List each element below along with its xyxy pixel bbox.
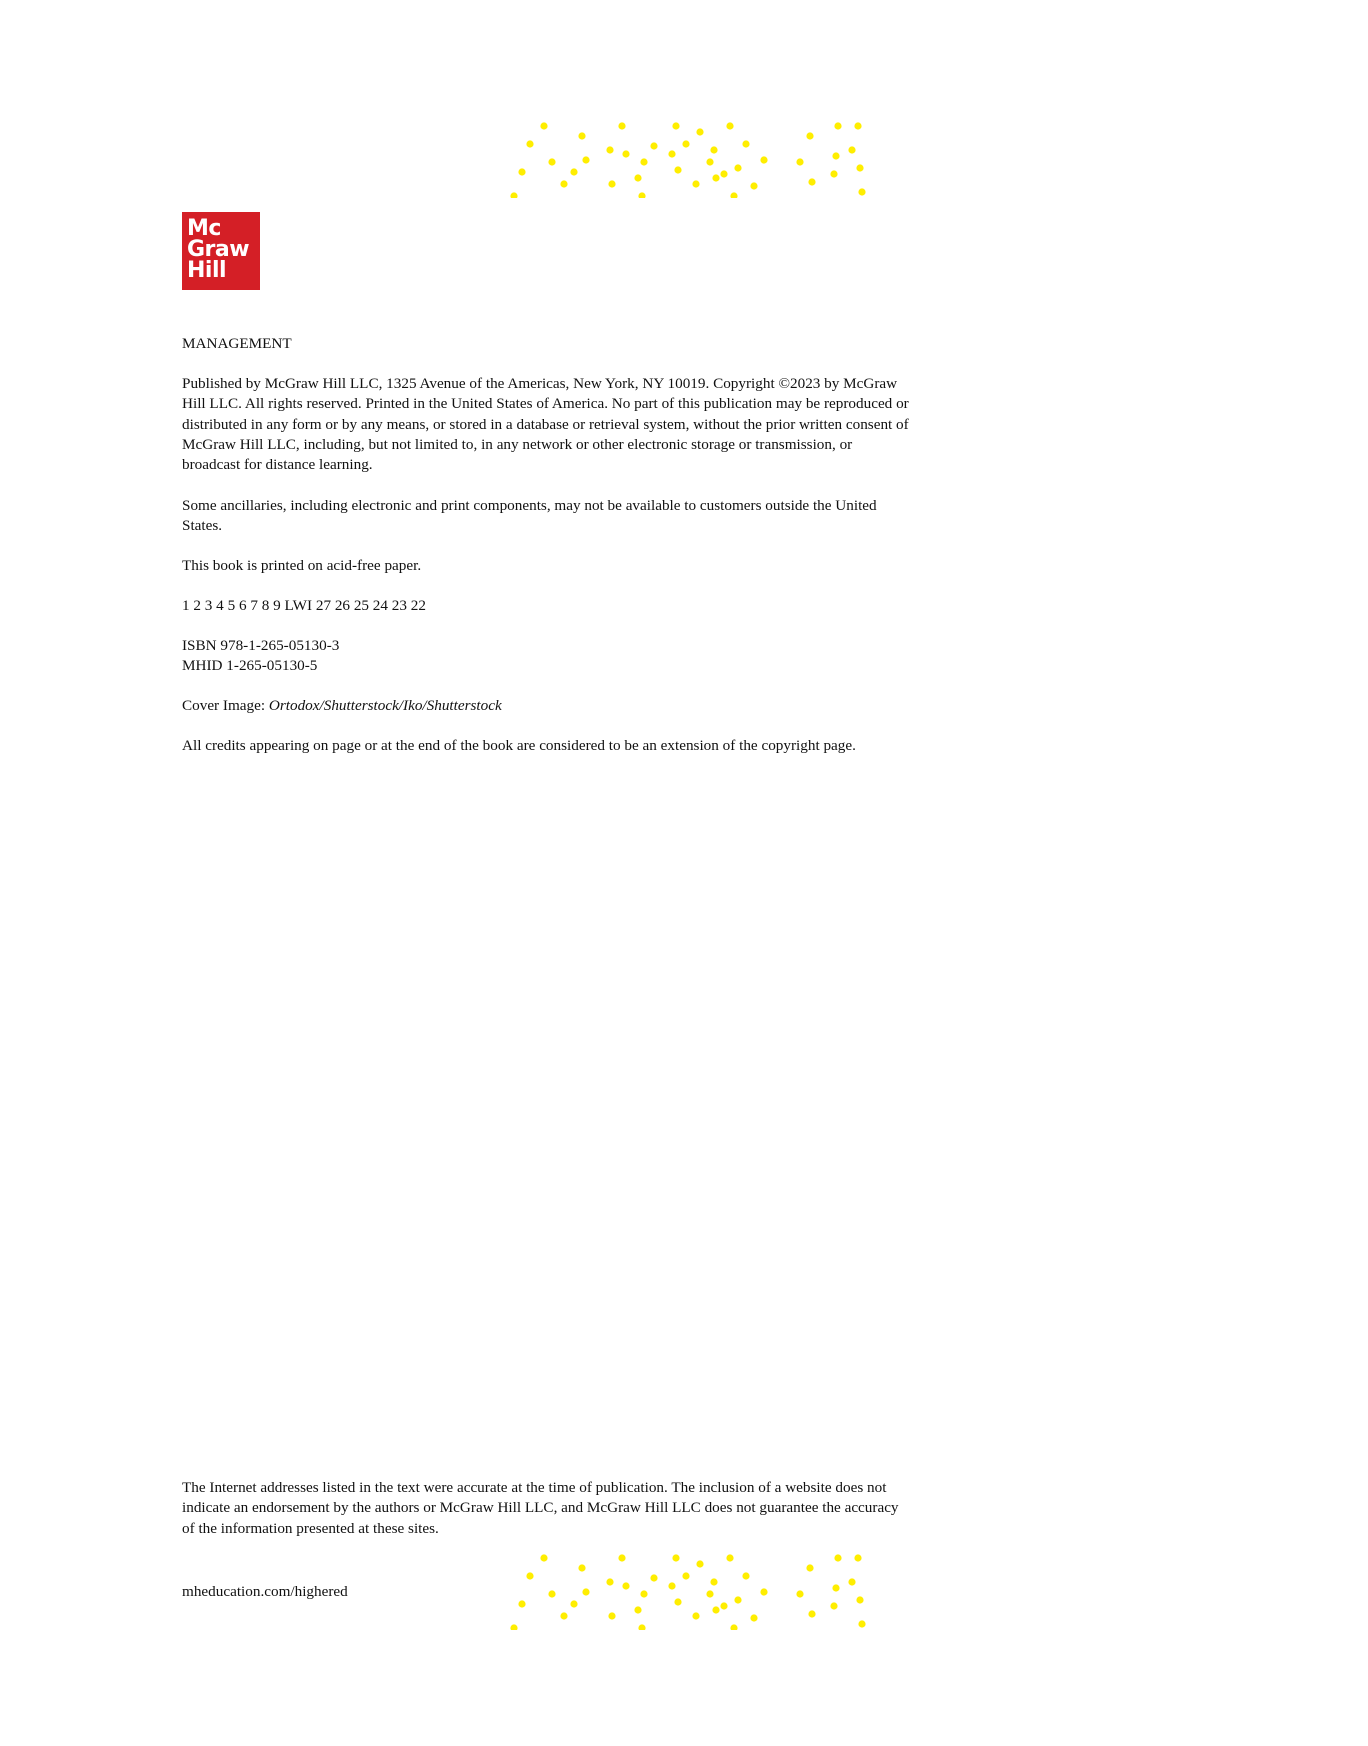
decorative-dot — [808, 1610, 815, 1617]
decorative-dot — [706, 1590, 713, 1597]
decorative-dot — [848, 146, 855, 153]
decorative-dot — [650, 1574, 657, 1581]
decorative-dot — [720, 1602, 727, 1609]
decorative-dot — [526, 1572, 533, 1579]
decorative-dot — [518, 168, 525, 175]
decorative-dot — [606, 146, 613, 153]
decorative-dot — [808, 178, 815, 185]
decorative-dot — [696, 1560, 703, 1567]
decorative-dot — [856, 1596, 863, 1603]
decorative-dot — [730, 192, 737, 198]
mhid: MHID 1-265-05130-5 — [182, 657, 318, 675]
decorative-dot — [650, 142, 657, 149]
decorative-dot — [634, 1606, 641, 1613]
decorative-dot — [578, 1564, 585, 1571]
decorative-dot — [720, 170, 727, 177]
cover-label: Cover Image: — [182, 697, 269, 714]
decorative-dot — [582, 1588, 589, 1595]
publisher-statement: Published by McGraw Hill LLC, 1325 Avenue of the Americas, New York, NY 10019. Copyright ©2023 by McGraw Hill LLC. All rights reserved. Printed in the United States of America. No part of this publication may be reproduced or distributed in any form or by any means, or stored in a database or retrieval system, without the prior written consent of McGraw Hill LLC, including, but not limited to, in any network or other electronic storage or transmission, or broadcast for distance learning. — [182, 375, 909, 474]
decorative-dot — [830, 1602, 837, 1609]
decorative-dot — [618, 122, 625, 129]
decorative-dot — [806, 1564, 813, 1571]
decorative-dot — [710, 146, 717, 153]
mcgraw-hill-logo — [182, 212, 260, 290]
decorative-dot — [622, 1582, 629, 1589]
decorative-dot — [582, 156, 589, 163]
decorative-dot — [608, 1612, 615, 1619]
decorative-dot — [858, 1620, 865, 1627]
decorative-dot — [854, 1554, 861, 1561]
decorative-dot — [760, 156, 767, 163]
book-title: MANAGEMENT — [182, 335, 292, 352]
decorative-dot — [830, 170, 837, 177]
logo-line-graw: Graw — [187, 237, 250, 262]
decorative-dot — [834, 122, 841, 129]
decorative-dot — [848, 1578, 855, 1585]
website-url: mheducation.com/highered — [182, 1583, 348, 1600]
cover-credit: Ortodox/Shutterstock/Iko/Shutterstock — [268, 697, 502, 714]
ancillaries-notice: Some ancillaries, including electronic and print components, may not be available to customers outside the United States. — [182, 497, 877, 535]
decorative-dot — [692, 180, 699, 187]
decorative-dot — [726, 122, 733, 129]
paper-notice: This book is printed on acid-free paper. — [182, 557, 422, 574]
decorative-dot — [712, 174, 719, 181]
decorative-dot — [696, 128, 703, 135]
decorative-dot — [712, 1606, 719, 1613]
decorative-dot — [806, 132, 813, 139]
decorative-dot — [734, 164, 741, 171]
decorative-dot — [548, 158, 555, 165]
decorative-dot — [742, 1572, 749, 1579]
decorative-dot — [560, 1612, 567, 1619]
isbn-block — [182, 636, 912, 677]
decorative-dot — [638, 192, 645, 198]
decorative-dot — [640, 158, 647, 165]
decorative-dot — [832, 1584, 839, 1591]
decorative-dot — [760, 1588, 767, 1595]
decorative-dot — [668, 1582, 675, 1589]
decorative-dot — [692, 1612, 699, 1619]
decorative-dot — [832, 152, 839, 159]
print-line: 1 2 3 4 5 6 7 8 9 LWI 27 26 25 24 23 22 — [182, 597, 426, 614]
decorative-dot — [606, 1578, 613, 1585]
decorative-dot — [540, 122, 547, 129]
decorative-dot — [796, 158, 803, 165]
decorative-dot — [540, 1554, 547, 1561]
logo-line-hill: Hill — [187, 258, 227, 283]
decorative-dot — [668, 150, 675, 157]
decorative-dot — [510, 1624, 517, 1630]
decorative-dot — [634, 174, 641, 181]
decorative-dot — [622, 150, 629, 157]
decorative-dot — [570, 168, 577, 175]
decorative-dot — [750, 182, 757, 189]
decorative-dot — [608, 180, 615, 187]
decorative-dots-top — [510, 122, 870, 198]
decorative-dot — [672, 1554, 679, 1561]
decorative-dot — [518, 1600, 525, 1607]
decorative-dot — [834, 1554, 841, 1561]
decorative-dot — [640, 1590, 647, 1597]
decorative-dots-bottom — [510, 1554, 870, 1630]
credits-notice: All credits appearing on page or at the end of the book are considered to be an extension of the copyright page. — [182, 737, 856, 754]
decorative-dot — [854, 122, 861, 129]
decorative-dot — [710, 1578, 717, 1585]
decorative-dot — [618, 1554, 625, 1561]
logo-line-mc: Mc — [187, 216, 221, 241]
decorative-dot — [526, 140, 533, 147]
cover-image-credit — [182, 696, 912, 716]
decorative-dot — [730, 1624, 737, 1630]
decorative-dot — [856, 164, 863, 171]
decorative-dot — [742, 140, 749, 147]
decorative-dot — [560, 180, 567, 187]
decorative-dot — [706, 158, 713, 165]
decorative-dot — [548, 1590, 555, 1597]
decorative-dot — [726, 1554, 733, 1561]
decorative-dot — [674, 166, 681, 173]
decorative-dot — [796, 1590, 803, 1597]
decorative-dot — [734, 1596, 741, 1603]
internet-disclaimer: The Internet addresses listed in the text were accurate at the time of publication. The inclusion of a website does not indicate an endorsement by the authors or McGraw Hill LLC, and McGraw Hill LLC does not guarantee the accuracy of the information presented at these sites. — [182, 1479, 899, 1537]
decorative-dot — [638, 1624, 645, 1630]
decorative-dot — [682, 140, 689, 147]
decorative-dot — [578, 132, 585, 139]
decorative-dot — [858, 188, 865, 195]
decorative-dot — [510, 192, 517, 198]
decorative-dot — [672, 122, 679, 129]
decorative-dot — [674, 1598, 681, 1605]
decorative-dot — [682, 1572, 689, 1579]
decorative-dot — [570, 1600, 577, 1607]
decorative-dot — [750, 1614, 757, 1621]
isbn: ISBN 978-1-265-05130-3 — [182, 637, 340, 654]
